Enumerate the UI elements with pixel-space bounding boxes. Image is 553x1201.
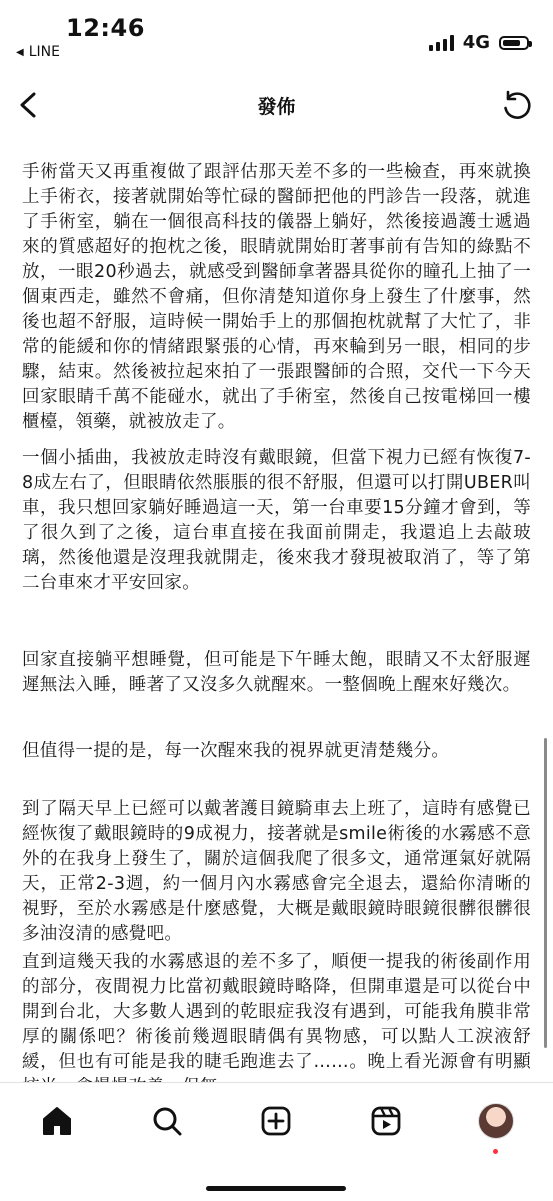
post-paragraph: 直到這幾天我的水霧感退的差不多了，順便一提我的術後副作用的部分，夜間視力比當初戴眼鏡時略降，但開車還是可以從台中開到台北，大多數人遇到的乾眼症我沒有遇到，可能我角膜非常厚的關係吧？術後前幾週眼睛偶有異物感，可以點人工淚液舒緩，但也有可能是我的睫毛跑進去了……。晚上看光源會有明顯 [22, 952, 531, 1072]
refresh-icon [499, 88, 535, 124]
status-time: 12:46 [66, 14, 145, 42]
bottom-tab-bar [0, 1082, 553, 1201]
network-type: 4G [462, 32, 490, 53]
refresh-button[interactable] [499, 88, 535, 124]
search-icon [150, 1104, 184, 1138]
tab-reels[interactable] [366, 1101, 406, 1141]
home-indicator [206, 1186, 346, 1191]
page-title: 發佈 [257, 96, 296, 118]
signal-icon [429, 35, 454, 51]
post-paragraph: 回家直接躺平想睡覺，但可能是下午睡太飽，眼睛又不太舒服遲遲無法入睡，睡著了又沒多久就醒來。一整個晚上醒來好幾次。 [22, 650, 531, 695]
tab-search[interactable] [147, 1101, 187, 1141]
post-paragraph: 一個小插曲，我被放走時沒有戴眼鏡，但當下視力已經有恢復7-8成左右了，但眼睛依然脹脹的很不舒服，但還可以打開UBER叫車，我只想回家躺好睡過這一天，第一台車要15分鐘才會到，等了很久到了之後，這台車直接在我面前開走，我還追上去敲玻璃，然後他還是沒理我就開走，後來我才發現被取消了，等了第二台車來才平安回家。 [22, 448, 531, 593]
profile-avatar [478, 1103, 514, 1139]
tab-profile[interactable] [476, 1101, 516, 1141]
back-app-label: LINE [28, 44, 60, 60]
battery-icon [499, 36, 529, 50]
notification-dot [493, 1149, 498, 1154]
battery-level [503, 40, 520, 46]
post-paragraph: 到了隔天早上已經可以戴著護目鏡騎車去上班了，這時有感覺已經恢復了戴眼鏡時的9成視力，接著就是smile術後的水霧感不意外的在我身上發生了，關於這個我爬了很多文，通常運氣好就隔天，正常2-3週，約一個月內水霧感會完全退去，還給你清晰的視野，至於水霧感是什麼感覺，大概是戴眼鏡時眼鏡很髒很髒很多油沒清的感覺吧。 [22, 799, 531, 944]
status-indicators [429, 32, 529, 53]
post-paragraph: 但值得一提的是，每一次醒來我的視界就更清楚幾分。 [22, 741, 450, 761]
reels-icon [369, 1104, 403, 1138]
nav-bar [0, 72, 553, 138]
scrollbar[interactable] [544, 738, 547, 1048]
back-triangle-icon: ◀ [16, 46, 24, 58]
home-icon [40, 1104, 74, 1138]
post-content[interactable] [0, 138, 553, 1082]
back-to-app-link[interactable] [16, 44, 60, 60]
tab-create[interactable] [256, 1101, 296, 1141]
create-post-icon [259, 1104, 293, 1138]
status-bar [0, 0, 553, 72]
tab-home[interactable] [37, 1101, 77, 1141]
post-paragraph: 手術當天又再重複做了跟評估那天差不多的一些檢查，再來就換上手術衣，接著就開始等忙碌的醫師把他的門診告一段落，就進了手術室，躺在一個很高科技的儀器上躺好，然後接過護士遞過來的質感超好的抱枕之後，眼睛就開始盯著事前有告知的綠點不放，一眼20秒過去，就感受到醫師拿著器具從你的瞳孔上抽了一個東西走，雖然不會痛，但你清楚知道你身上發生了什麼事，然後也超不舒服，這時候一開始手上的那個抱枕就幫了大忙了，非常的能緩和你的情緒跟緊張的心情，再來輪到另一眼，相同的步驟，結束。然後被拉起來拍了一張跟醫師的合照，交代一下今天回家眼睛千萬不能碰水，就出了手術室，然後自己按電梯回一樓櫃檯，領藥，就被放走了。 [22, 162, 531, 432]
